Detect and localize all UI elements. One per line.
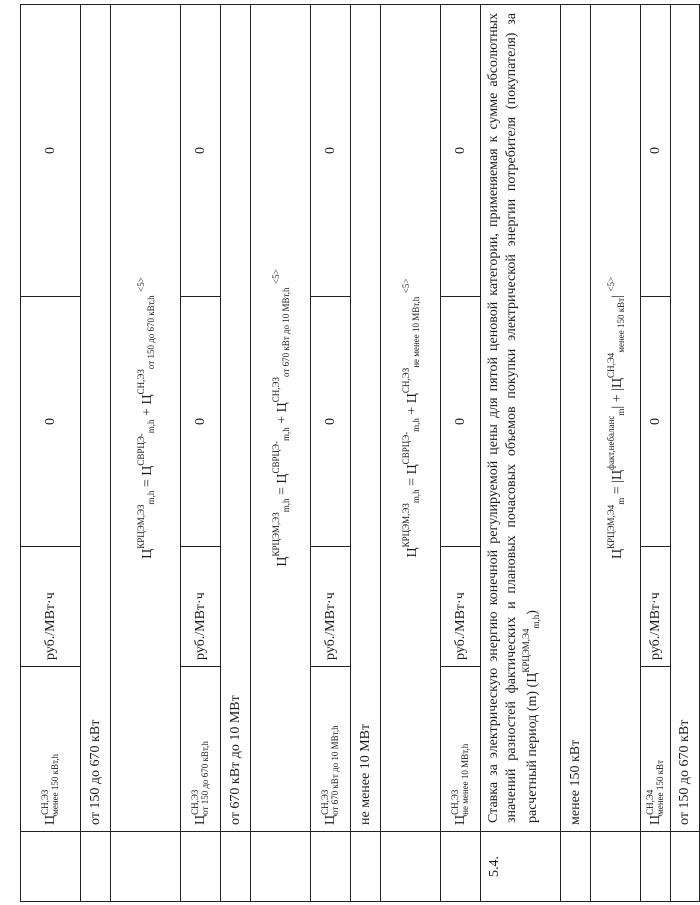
- value: 0: [647, 418, 663, 425]
- superscript: СН,ЭЗ: [450, 789, 461, 815]
- section-header: от 150 до 670 кВт: [87, 719, 103, 825]
- subscript: менее 150 кВт: [655, 760, 665, 815]
- table-row: [220, 4, 251, 902]
- section-number-cell: [481, 832, 561, 902]
- row-name-cell: [311, 667, 351, 832]
- value: 0: [452, 418, 468, 425]
- section-header: от 150 до 670 кВт: [676, 719, 692, 825]
- price-symbol: ЦСН,Э4 менее 150 кВт: [645, 760, 665, 825]
- section-header-cell: [81, 4, 111, 832]
- value-cell: [181, 4, 221, 297]
- value-cell: [641, 4, 671, 297]
- value: 0: [322, 418, 338, 425]
- section-text-cell: [481, 4, 561, 832]
- superscript: СН,ЭЗ: [40, 789, 51, 815]
- row-name-cell: [181, 667, 221, 832]
- table-row: [80, 4, 111, 902]
- table-row: [350, 4, 381, 902]
- table-border: [381, 901, 441, 902]
- formula-cell: [251, 4, 311, 832]
- rotated-tariff-table-continued: [560, 4, 700, 902]
- section-header-cell: [561, 4, 591, 832]
- superscript: СН,Э4: [645, 789, 656, 815]
- table-row: [590, 4, 641, 902]
- superscript: СН,ЭЗ: [190, 789, 201, 815]
- unit-label: руб./МВт·ч: [192, 592, 208, 660]
- table-row: [180, 4, 221, 902]
- table-border: [251, 901, 311, 902]
- row-name-cell: [441, 667, 481, 832]
- table-border: [181, 901, 221, 902]
- value: 0: [42, 418, 58, 425]
- price-symbol: ЦСН,ЭЗ от 150 до 670 кВт,h: [190, 741, 210, 825]
- value-cell: [441, 4, 481, 297]
- table-row: [560, 4, 591, 902]
- table-border: [81, 901, 111, 902]
- table-border: [221, 901, 251, 902]
- formula: $Ц^{КРЦЭМ,Э4}_m = |Ц^{факт,небаланс}_m| + |Ц^{СН,Э4}_{менее 150 кВт}|$ $^{<5>}$: [605, 276, 626, 560]
- value-cell: [311, 297, 351, 547]
- row-name-cell: [641, 667, 671, 832]
- unit-label: руб./МВт·ч: [647, 592, 663, 660]
- unit-label: руб./МВт·ч: [42, 592, 58, 660]
- price-symbol: ЦСН,ЭЗ менее 150 кВт,h: [40, 753, 60, 825]
- formula-cell: [381, 4, 441, 832]
- table-row: [380, 4, 441, 902]
- table-border: [441, 901, 481, 902]
- price-symbol: ЦСН,ЭЗ не менее 10 МВт,h: [450, 743, 470, 825]
- table-border: [311, 901, 351, 902]
- table-row: [640, 4, 671, 902]
- formula: $Ц^{КРЦЭМ,ЭЗ}_{m,h} = Ц^{СВРЦЭ-}_{m,h} + Ц^{СН,ЭЗ}_{от 670 кВт до 10 МВт,h}$ $^{<5>}$: [270, 269, 291, 567]
- value: 0: [192, 418, 208, 425]
- row-name-cell: [21, 667, 81, 832]
- table-row: [310, 4, 351, 902]
- table-border: [111, 901, 181, 902]
- table-row: [480, 4, 561, 902]
- unit-label: руб./МВт·ч: [322, 592, 338, 660]
- subscript: не менее 10 МВт,h: [460, 743, 470, 815]
- value-cell: [441, 297, 481, 547]
- unit-label: руб./МВт·ч: [452, 592, 468, 660]
- value-cell: [311, 4, 351, 297]
- table-border: [671, 901, 699, 902]
- section-text: Ставка за электрическую энергию конечной регулируемой цены для пятой ценовой категории, применяемая к сумме абсолютных значений разностей фактических и плановых почасовых объемов покупки электрической энергии потребителя (покупателя) за расчетный период (m) $(Ц^{КРЦЭМ,Э4}_{m,h})$: [486, 13, 542, 823]
- value-cell: [641, 297, 671, 547]
- formula: $Ц^{КРЦЭМ,ЭЗ}_{m,h} = Ц^{СВРЦЭ-}_{m,h} + Ц^{СН,ЭЗ}_{от 150 до 670 кВт,h}$ $^{<5>}$: [135, 277, 156, 559]
- value-cell: [21, 297, 81, 547]
- subscript: от 150 до 670 кВт,h: [200, 741, 210, 815]
- unit-cell: [641, 547, 671, 667]
- section-header: не менее 10 МВт: [357, 723, 373, 825]
- section-header-cell: [671, 4, 699, 832]
- table-row: [440, 4, 481, 902]
- table-row: [250, 4, 311, 902]
- formula-cell: [591, 4, 641, 832]
- section-header-cell: [221, 4, 251, 832]
- superscript: СН,ЭЗ: [320, 789, 331, 815]
- value: 0: [42, 147, 58, 154]
- section-header: от 670 кВт до 10 МВт: [227, 695, 243, 825]
- table-row: [670, 4, 700, 902]
- section-header-cell: [351, 4, 381, 832]
- price-symbol: ЦСН,ЭЗ от 670 кВт до 10 МВт,h: [320, 725, 340, 825]
- subscript: от 670 кВт до 10 МВт,h: [330, 725, 340, 815]
- value-cell: [21, 4, 81, 297]
- unit-cell: [181, 547, 221, 667]
- value: 0: [192, 147, 208, 154]
- value: 0: [647, 147, 663, 154]
- table-border: [21, 901, 81, 902]
- table-border: [591, 901, 641, 902]
- table-border: [561, 901, 591, 902]
- value: 0: [322, 147, 338, 154]
- value: 0: [452, 147, 468, 154]
- table-row: [110, 4, 181, 902]
- table-border: [641, 901, 671, 902]
- unit-cell: [21, 547, 81, 667]
- table-row: [20, 4, 81, 902]
- subscript: менее 150 кВт,h: [50, 753, 60, 815]
- table-border: [351, 901, 381, 902]
- section-number: 5.4.: [487, 856, 502, 877]
- unit-cell: [441, 547, 481, 667]
- unit-cell: [311, 547, 351, 667]
- value-cell: [181, 297, 221, 547]
- section-header: менее 150 кВт: [567, 739, 583, 825]
- rotated-tariff-table: [20, 4, 560, 902]
- formula-cell: [111, 4, 181, 832]
- formula: $Ц^{КРЦЭМ,ЭЗ}_{m,h} = Ц^{СВРЦЭ-}_{m,h} + Ц^{СН,ЭЗ}_{не менее 10 МВт,h}$ $^{<5>}$: [400, 278, 421, 558]
